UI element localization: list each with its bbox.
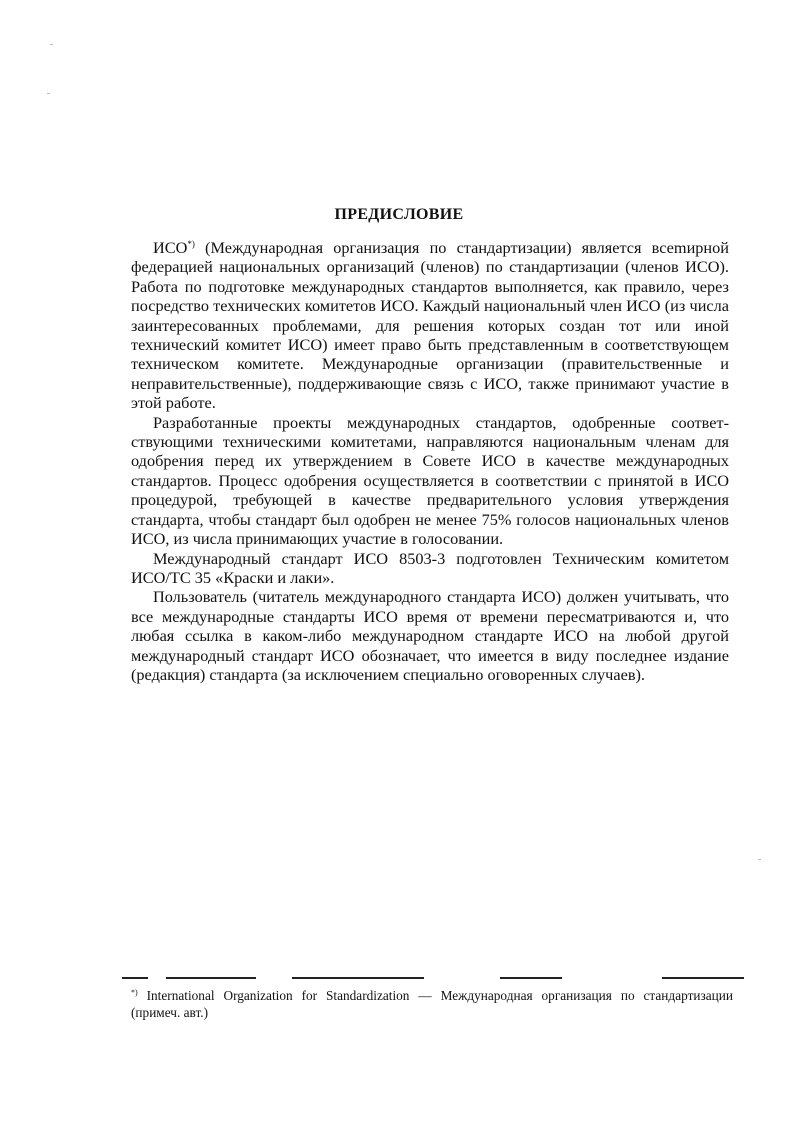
paragraph-2: Разработанные проекты международных стандартов, одобренные соответствующими техническими комитетами, направляются национальным членам для одобрения перед их утверждением в Совете ИСО в качестве международных стандартов. Процесс одобрения осуществляется в соответствии с принятой в ИСО процедурой, требующей в качестве предварительного условия утверждения стандарта, чтобы стандарт был одобрен не менее 75% голосов национальных членов ИСО, из числа принимающих участие в голосовании.: [131, 412, 729, 549]
paragraph-4: Пользователь (читатель международного стандарта ИСО) должен учитывать, что все международные стандарты ИСО время от времени пересматриваются и, что любая ссылка в каком-либо международном стандарте ИСО на любой другой международный стандарт ИСО обозначает, что имеется в виду последнее издание (редакция) стандарта (за исключением специально оговоренных случаев).: [131, 587, 729, 684]
scan-speck: [47, 93, 50, 94]
paragraph-text: (Международная организация по стандартизации) является всеmирной федерацией национальных организаций (членов) по стандартизации (членов ИСО). Работа по подготовке международных стандартов выполняется, как правило, через посредство технических комитетов ИСО. Каждый национальный член ИСО (из числа заинтересованных проблемами, для решения которых создан тот или иной технический комитет ИСО) имеет право быть представленным в соответствующем техническом комитете. Международные организации (правительственные и неправительственные), поддерживающие связь с ИСО, также принимают участие в этой работе.: [131, 238, 729, 413]
footnote-separator: [122, 977, 744, 980]
iso-abbreviation: ИСО: [153, 238, 188, 257]
footnote-marker: *): [131, 988, 138, 997]
page-title: ПРЕДИСЛОВИЕ: [334, 206, 464, 223]
footnote-text: International Organization for Standardization — Международная организация по стандартизации (примеч. авт.): [131, 988, 733, 1020]
paragraph-1: [131, 238, 729, 413]
scan-speck: [758, 859, 761, 860]
preface-body: [131, 238, 729, 684]
footnote-marker: *): [187, 239, 195, 249]
scan-speck: [50, 44, 53, 45]
footnote: [131, 987, 733, 1021]
paragraph-3: Международный стандарт ИСО 8503-3 подготовлен Техническим комитетом ИСО/ТС 35 «Краски и лаки».: [131, 548, 729, 587]
